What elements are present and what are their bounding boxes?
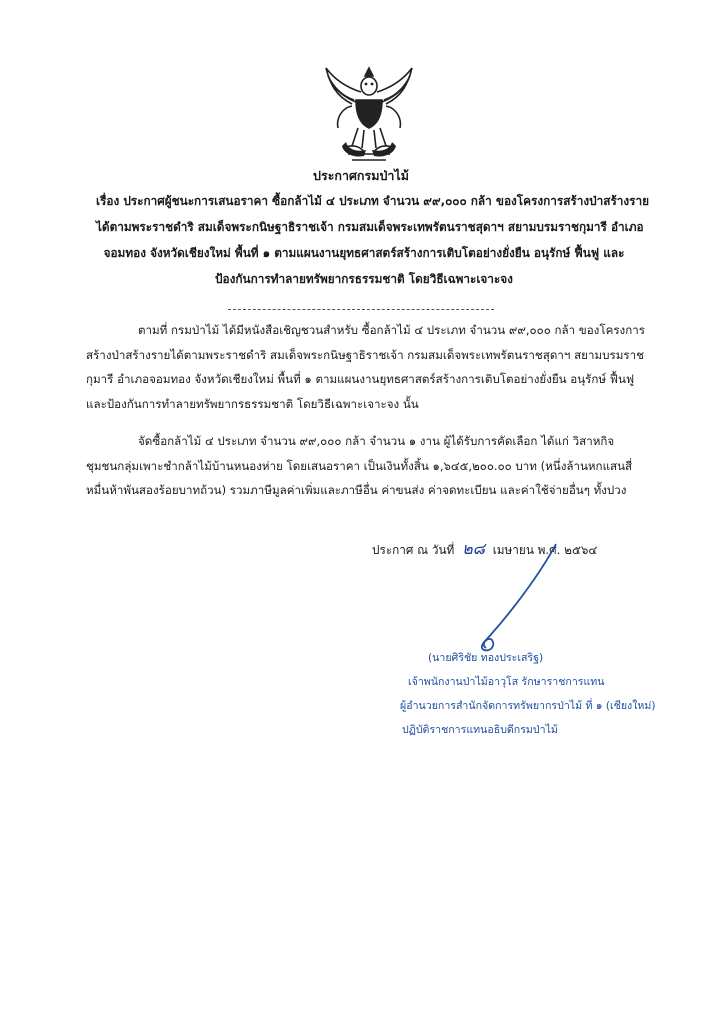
body-paragraph-2 [86, 429, 646, 503]
paragraph-line: ตามที่ กรมป่าไม้ ได้มีหนังสือเชิญชวนสำหรับ ซื้อกล้าไม้ ๔ ประเภท จำนวน ๙๙,๐๐๐ กล้า ของโครงการ [138, 323, 645, 337]
paragraph-line: จัดซื้อกล้าไม้ ๔ ประเภท จำนวน ๙๙,๐๐๐ กล้า จำนวน ๑ งาน ผู้ได้รับการคัดเลือก ได้แก่ วิสาหกิจ [138, 434, 615, 448]
body-paragraph-1 [86, 318, 646, 416]
garuda-emblem [322, 62, 416, 166]
subject-line: ได้ตามพระราชดำริ สมเด็จพระกนิษฐาธิราชเจ้า กรมสมเด็จพระเทพรัตนราชสุดาฯ สยามบรมราชกุมารี อำเภอ [96, 220, 644, 234]
paragraph-line: หมื่นห้าพันสองร้อยบาทถ้วน) รวมภาษีมูลค่าเพิ่มและภาษีอื่น ค่าขนส่ง ค่าจดทะเบียน และค่าใช้จ่ายอื่นๆ ทั้งปวง [86, 483, 627, 497]
document-heading: ประกาศกรมป่าไม้ [313, 168, 409, 183]
paragraph-line: สร้างป่าสร้างรายได้ตามพระราชดำริ สมเด็จพระกนิษฐาธิราชเจ้า กรมสมเด็จพระเทพรัตนราชสุดาฯ สยามบรมราช [86, 347, 644, 362]
paragraph-line: กุมารี อำเภอจอมทอง จังหวัดเชียงใหม่ พื้นที่ ๑ ตามแผนงานยุทธศาสตร์สร้างการเติบโตอย่างยั่งยืน อนุรักษ์ ฟื้นฟู [86, 372, 635, 386]
signatory-position: ปฏิบัติราชการแทนอธิบดีกรมป่าไม้ [402, 724, 558, 736]
subject-line: เรื่อง ประกาศผู้ชนะการเสนอราคา ซื้อกล้าไม้ ๔ ประเภท จำนวน ๙๙,๐๐๐ กล้า ของโครงการสร้างป่าสร้างราย [96, 194, 650, 208]
date-month-year: เมษายน พ.ศ. ๒๕๖๔ [492, 543, 598, 557]
signatory-position: ผู้อำนวยการสำนักจัดการทรัพยากรป่าไม้ ที่ ๑ (เชียงใหม่) [400, 700, 656, 712]
signatory-name: (นายศิริชัย ทองประเสริฐ) [428, 652, 544, 664]
subject-line: จอมทอง จังหวัดเชียงใหม่ พื้นที่ ๑ ตามแผนงานยุทธศาสตร์สร้างการเติบโตอย่างยั่งยืน อนุรักษ์ ฟื้นฟู และ [103, 246, 625, 260]
paragraph-line: และป้องกันการทำลายทรัพยากรธรรมชาติ โดยวิธีเฉพาะเจาะจง นั้น [86, 396, 419, 411]
subject-line: ป้องกันการทำลายทรัพยากรธรรมชาติ โดยวิธีเฉพาะเจาะจง [215, 272, 513, 286]
date-prefix: ประกาศ ณ วันที่ [372, 543, 455, 557]
paragraph-line: ชุมชนกลุ่มเพาะชำกล้าไม้บ้านหนองห่าย โดยเสนอราคา เป็นเงินทั้งสิ้น ๑,๖๔๕,๒๐๐.๐๐ บาท (หนึ่งล้านหกแสนสี่ [86, 458, 633, 473]
signatory-position: เจ้าพนักงานป่าไม้อาวุโส รักษาราชการแทน [408, 676, 605, 688]
signature-mark [470, 540, 580, 656]
subject-block [96, 188, 650, 292]
dashed-divider [228, 309, 494, 310]
date-day-handwritten: ๒๘ [462, 539, 485, 558]
signatory-block [400, 646, 656, 742]
